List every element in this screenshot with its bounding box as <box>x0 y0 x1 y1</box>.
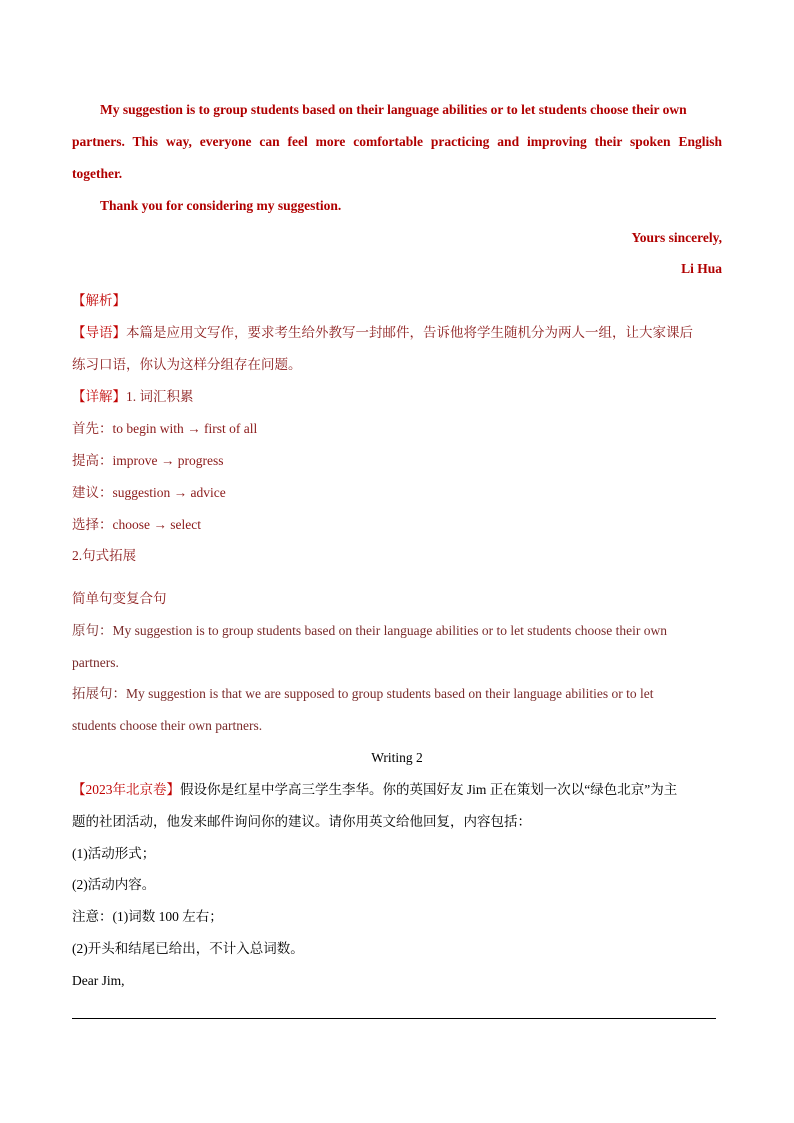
letter-para1-line3: together. <box>72 166 123 181</box>
vocab-item <box>72 452 722 470</box>
vocab-cn: 选择： <box>72 517 113 532</box>
guide-tag: 【导语】 <box>72 325 126 340</box>
vocab-item <box>72 516 722 534</box>
writing2-prompt-line1 <box>72 781 722 799</box>
writing2-salutation: Dear Jim, <box>72 973 125 988</box>
writing2-prompt-line2: 题的社团活动，他发来邮件询问你的建议。请你用英文给他回复，内容包括： <box>72 814 531 829</box>
original-label: 原句： <box>72 623 113 638</box>
section2-title: 2.句式拓展 <box>72 548 137 563</box>
analysis-heading <box>72 292 722 310</box>
writing2-item1: (1)活动形式； <box>72 846 156 861</box>
answer-line <box>72 1018 716 1019</box>
vocab-en: choose → select <box>112 517 201 532</box>
writing2-item2: (2)活动内容。 <box>72 877 156 892</box>
guide-line2: 练习口语，你认为这样分组存在问题。 <box>72 357 302 372</box>
original-text: My suggestion is to group students based on their language abilities or to let students choose their own <box>112 623 668 638</box>
writing2-note2: (2)开头和结尾已给出，不计入总词数。 <box>72 941 304 956</box>
analysis-heading-text: 【解析】 <box>72 293 126 308</box>
expanded-sentence-line2: students choose their own partners. <box>72 718 263 733</box>
writing2-title: Writing 2 <box>371 750 423 765</box>
writing2-note1: 注意：(1)词数 100 左右； <box>72 909 223 924</box>
detail-title: 1. 词汇积累 <box>126 389 194 404</box>
detail-tag: 【详解】 <box>72 389 126 404</box>
original-sentence-line2: partners. <box>72 655 119 670</box>
vocab-item <box>72 484 722 502</box>
letter-para1-line2: partners. This way, everyone can feel more comfortable practicing and improving their spoken English <box>72 134 722 149</box>
letter-signature: Li Hua <box>681 261 722 276</box>
vocab-en: suggestion → advice <box>112 485 226 500</box>
letter-para2: Thank you for considering my suggestion. <box>100 198 342 213</box>
vocab-cn: 建议： <box>72 485 113 500</box>
vocab-cn: 提高： <box>72 453 113 468</box>
vocab-en: to begin with → first of all <box>112 421 258 436</box>
writing2-source-tag: 【2023年北京卷】 <box>72 782 180 797</box>
guide-text: 本篇是应用文写作，要求考生给外教写一封邮件，告诉他将学生随机分为两人一组，让大家课后 <box>126 325 693 340</box>
expanded-text: My suggestion is that we are supposed to group students based on their language abilities or to let <box>126 686 654 701</box>
vocab-cn: 首先： <box>72 421 113 436</box>
expanded-sentence-line1 <box>72 685 722 703</box>
detail-line <box>72 388 722 406</box>
original-sentence-line1 <box>72 622 722 640</box>
letter-closing: Yours sincerely, <box>631 230 722 245</box>
letter-para1-line1: My suggestion is to group students based on their language abilities or to let students choose their own <box>100 102 687 117</box>
writing2-prompt-text: 假设你是红星中学高三学生李华。你的英国好友 Jim 正在策划一次以“绿色北京”为主 <box>180 782 678 797</box>
section2-subtitle: 简单句变复合句 <box>72 591 167 606</box>
vocab-en: improve → progress <box>112 453 224 468</box>
guide-line1 <box>72 324 722 342</box>
expanded-label: 拓展句： <box>72 686 126 701</box>
vocab-item <box>72 420 722 438</box>
